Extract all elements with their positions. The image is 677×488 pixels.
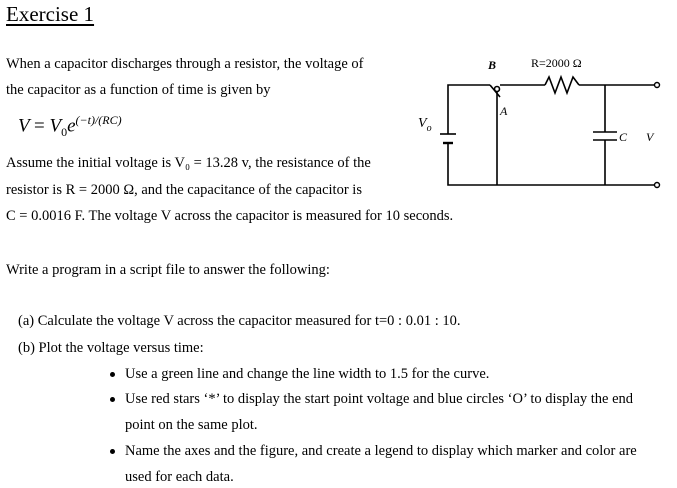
bullet-green-line: Use a green line and change the line width to 1.5 for the curve. <box>125 366 490 382</box>
source-label: $V_o$ <box>418 116 432 134</box>
output-voltage-label: V <box>646 130 654 144</box>
task-instruction: Write a program in a script file to answer the following: <box>6 262 330 278</box>
formula-v: V <box>49 115 62 137</box>
wire-bottom <box>448 143 655 185</box>
wire-top-left <box>448 85 490 134</box>
formula-equals: = <box>34 115 45 137</box>
rc-circuit-diagram <box>400 55 670 195</box>
bullet-dot <box>110 372 115 377</box>
terminal-bottom <box>655 183 660 188</box>
part-a: (a) Calculate the voltage V across the capacitor measured for t=0 : 0.01 : 10. <box>18 313 461 329</box>
bullet-dot <box>110 397 115 402</box>
capacitor-label: C <box>619 130 628 144</box>
resistor-zigzag <box>545 77 579 93</box>
switch-b-label: B <box>488 58 497 72</box>
terminal-top <box>655 83 660 88</box>
bullet-dot <box>110 449 115 454</box>
switch-a-label: A <box>500 104 508 118</box>
intro-line-1: When a capacitor discharges through a resistor, the voltage of <box>6 56 364 72</box>
given-line-1: Assume the initial voltage is V₀ = 13.28 v, the resistance of the <box>6 155 371 171</box>
formula-exponent: (−t)/(RC) <box>75 113 122 127</box>
formula-e: e <box>67 115 76 137</box>
resistor-label: R=2000 Ω <box>531 56 582 70</box>
bullet-legend: Name the axes and the figure, and create a legend to display which marker and color are <box>125 443 637 459</box>
bullet-markers: Use red stars ‘*’ to display the start point voltage and blue circles ‘O’ to display the end <box>125 391 634 407</box>
given-line-3: C = 0.0016 F. The voltage V across the capacitor is measured for 10 seconds. <box>6 208 454 224</box>
part-b: (b) Plot the voltage versus time: <box>18 340 204 356</box>
given-line-2: resistor is R = 2000 Ω, and the capacitance of the capacitor is <box>6 182 362 198</box>
voltage-formula <box>18 113 122 140</box>
formula-lhs: V <box>18 115 30 137</box>
formula-sub: 0 <box>61 125 68 140</box>
bullet-markers-cont: point on the same plot. <box>125 417 258 433</box>
bullet-legend-cont: used for each data. <box>125 469 234 485</box>
exercise-title: Exercise 1 <box>6 2 95 26</box>
intro-line-2: the capacitor as a function of time is given by <box>6 82 271 98</box>
